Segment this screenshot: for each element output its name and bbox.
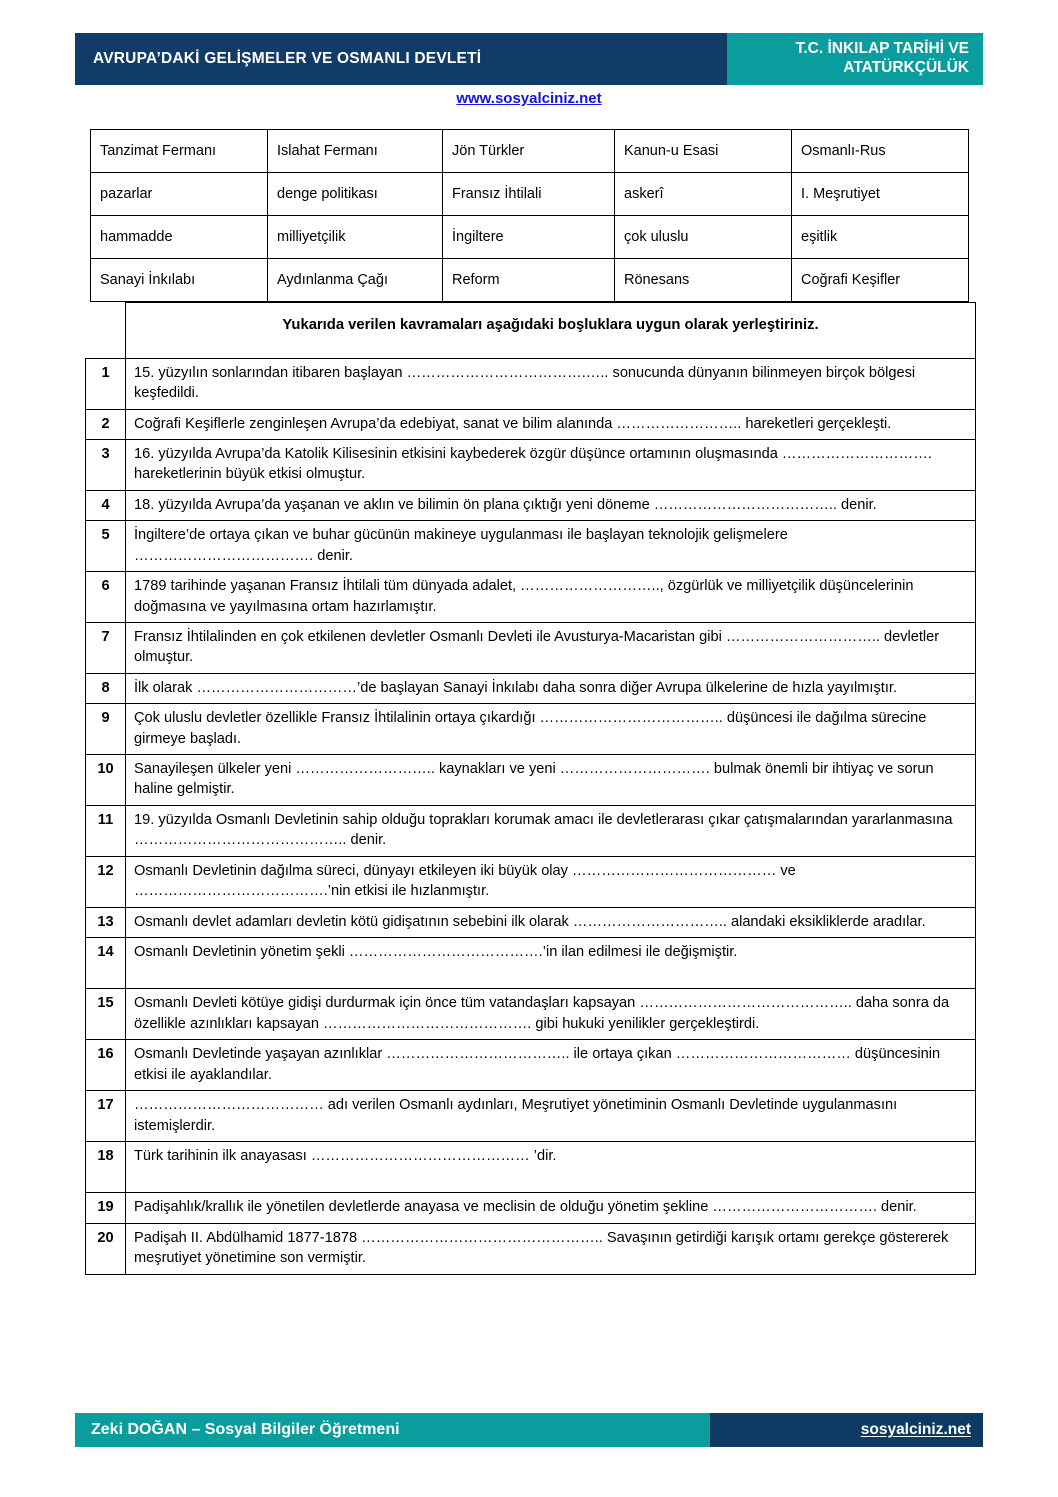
top-website-url[interactable] <box>0 90 1058 108</box>
question-row <box>86 1141 976 1192</box>
question-number: 4 <box>86 490 126 520</box>
question-number: 10 <box>86 755 126 806</box>
question-number: 9 <box>86 704 126 755</box>
word-bank-cell: Islahat Fermanı <box>268 130 443 173</box>
question-row <box>86 521 976 572</box>
question-number: 15 <box>86 989 126 1040</box>
word-bank-cell: hammadde <box>91 216 268 259</box>
question-number: 19 <box>86 1193 126 1223</box>
question-number: 2 <box>86 409 126 439</box>
question-row <box>86 937 976 988</box>
question-number: 8 <box>86 673 126 703</box>
word-bank-cell: I. Meşrutiyet <box>792 173 969 216</box>
question-text: ………………………………… adı verilen Osmanlı aydınları, Meşrutiyet yönetiminin Osmanlı Devletinde uygulanmasını istemişlerdir. <box>126 1091 976 1142</box>
word-bank-cell: Osmanlı-Rus <box>792 130 969 173</box>
question-row <box>86 704 976 755</box>
word-bank-cell: Aydınlanma Çağı <box>268 259 443 302</box>
question-row <box>86 1193 976 1223</box>
question-text: Osmanlı devlet adamları devletin kötü gidişatının sebebini ilk olarak ………………………….. alandaki eksikliklerde aradılar. <box>126 907 976 937</box>
question-row <box>86 1223 976 1274</box>
footer-author: Zeki DOĞAN – Sosyal Bilgiler Öğretmeni <box>91 1421 400 1438</box>
question-row <box>86 1040 976 1091</box>
question-number: 17 <box>86 1091 126 1142</box>
word-bank-cell: İngiltere <box>443 216 615 259</box>
word-bank-cell: pazarlar <box>91 173 268 216</box>
question-text: Fransız İhtilalinden en çok etkilenen devletler Osmanlı Devleti ile Avusturya-Macaristan gibi ………………………….. devletler olmuştur. <box>126 622 976 673</box>
word-bank-cell: Jön Türkler <box>443 130 615 173</box>
question-text: Osmanlı Devletinde yaşayan azınlıklar ……………………………….. ile ortaya çıkan ……………………………… düşüncesinin etkisi ile ayaklandılar. <box>126 1040 976 1091</box>
question-text: Sanayileşen ülkeler yeni ……………………….. kaynakları ve yeni …………………………. bulmak önemli bir ihtiyaç ve sorun haline gelmiştir. <box>126 755 976 806</box>
question-row <box>86 989 976 1040</box>
question-text: İngiltere’de ortaya çıkan ve buhar gücünün makineye uygulanması ile başlayan teknolojik gelişmelere ………………………………. denir. <box>126 521 976 572</box>
question-text: Padişahlık/krallık ile yönetilen devletlerde anayasa ve meclisin de olduğu yönetim şekline ……………………………. denir. <box>126 1193 976 1223</box>
question-row <box>86 439 976 490</box>
question-number: 18 <box>86 1141 126 1192</box>
question-row <box>86 409 976 439</box>
word-bank-cell: Coğrafi Keşifler <box>792 259 969 302</box>
question-text: 1789 tarihinde yaşanan Fransız İhtilali tüm dünyada adalet, ……………………….., özgürlük ve milliyetçilik düşüncelerinin doğmasına ve yayılmasına ortam hazırlamıştır. <box>126 572 976 623</box>
question-text: 16. yüzyılda Avrupa’da Katolik Kilisesinin etkisini kaybederek özgür düşünce ortamının oluşmasında …………………………. hareketlerinin büyük etkisi olmuştur. <box>126 439 976 490</box>
question-number: 13 <box>86 907 126 937</box>
question-row <box>86 358 976 409</box>
question-number: 20 <box>86 1223 126 1274</box>
question-text: Coğrafi Keşiflerle zenginleşen Avrupa’da edebiyat, sanat ve bilim alanında …………………….. hareketleri gerçekleşti. <box>126 409 976 439</box>
subject-title <box>796 40 969 78</box>
word-bank-cell: Reform <box>443 259 615 302</box>
question-text: Osmanlı Devletinin dağılma süreci, dünyayı etkileyen iki büyük olay …………………………………… ve ………………………………….’nin etkisi ile hızlanmıştır. <box>126 856 976 907</box>
word-bank-cell: eşitlik <box>792 216 969 259</box>
word-bank-cell: Fransız İhtilali <box>443 173 615 216</box>
question-row <box>86 856 976 907</box>
question-number: 11 <box>86 805 126 856</box>
question-text: 15. yüzyılın sonlarından itibaren başlayan ……………………………….….. sonucunda dünyanın bilinmeyen birçok bölgesi keşfedildi. <box>126 358 976 409</box>
top-website-url-text[interactable]: www.sosyalciniz.net <box>456 90 602 107</box>
question-text: 19. yüzyılda Osmanlı Devletinin sahip olduğu toprakları korumak amacı ile devletlerarası çıkar çatışmalarından yararlanmasına …………………………………….. denir. <box>126 805 976 856</box>
questions-body <box>86 303 976 1275</box>
question-number: 6 <box>86 572 126 623</box>
instruction-corner-spacer <box>86 303 126 359</box>
word-bank-cell: Kanun-u Esasi <box>615 130 792 173</box>
question-row <box>86 572 976 623</box>
question-number: 7 <box>86 622 126 673</box>
word-bank-cell: Rönesans <box>615 259 792 302</box>
word-bank-cell: Sanayi İnkılabı <box>91 259 268 302</box>
question-number: 3 <box>86 439 126 490</box>
word-bank-row <box>91 259 969 302</box>
question-text: 18. yüzyılda Avrupa’da yaşanan ve aklın ve bilimin ön plana çıktığı yeni döneme ……………………………….. denir. <box>126 490 976 520</box>
word-bank-row <box>91 130 969 173</box>
instruction-text: Yukarıda verilen kavramaları aşağıdaki boşluklara uygun olarak yerleştiriniz. <box>126 303 976 359</box>
subject-line-1: T.C. İNKILAP TARİHİ VE <box>795 40 969 58</box>
subject-line-2: ATATÜRKÇÜLÜK <box>843 59 969 76</box>
question-row <box>86 755 976 806</box>
word-bank-cell: milliyetçilik <box>268 216 443 259</box>
footer-website-url[interactable]: sosyalciniz.net <box>860 1421 971 1438</box>
question-text: Padişah II. Abdülhamid 1877-1878 ………………………………………….. Savaşının getirdiği karışık ortamı gerekçe göstererek meşrutiyet yönetimine son vermiştir. <box>126 1223 976 1274</box>
word-bank-cell: denge politikası <box>268 173 443 216</box>
question-text: Osmanlı Devletinin yönetim şekli ………………………………….’in ilan edilmesi ile değişmiştir. <box>126 937 976 988</box>
question-text: İlk olarak ……………………………’de başlayan Sanayi İnkılabı daha sonra diğer Avrupa ülkelerine de hızla yayılmıştır. <box>126 673 976 703</box>
question-number: 5 <box>86 521 126 572</box>
question-row <box>86 490 976 520</box>
question-text: Osmanlı Devleti kötüye gidişi durdurmak için önce tüm vatandaşları kapsayan …………………………………….. daha sonra da özellikle azınlıkları kapsayan ……………………………………. gibi hukuki yenilikler gerçekleştirdi. <box>126 989 976 1040</box>
header-title-band <box>75 33 727 85</box>
question-number: 12 <box>86 856 126 907</box>
question-row <box>86 805 976 856</box>
question-number: 16 <box>86 1040 126 1091</box>
question-text: Çok uluslu devletler özellikle Fransız İhtilalinin ortaya çıkardığı ……………………………….. düşüncesi ile dağılma sürecine girmeye başladı. <box>126 704 976 755</box>
question-row <box>86 1091 976 1142</box>
word-bank-row <box>91 173 969 216</box>
word-bank-cell: Tanzimat Fermanı <box>91 130 268 173</box>
word-bank-cell: çok uluslu <box>615 216 792 259</box>
question-number: 1 <box>86 358 126 409</box>
page-title: AVRUPA’DAKİ GELİŞMELER VE OSMANLI DEVLETİ <box>93 50 482 68</box>
footer-author-band <box>75 1413 710 1447</box>
question-text: Türk tarihinin ilk anayasası ……………………………………… ’dir. <box>126 1141 976 1192</box>
question-number: 14 <box>86 937 126 988</box>
question-row <box>86 673 976 703</box>
word-bank-row <box>91 216 969 259</box>
instruction-row <box>86 303 976 359</box>
header-subject-band <box>727 33 983 85</box>
questions-table <box>85 302 976 1275</box>
word-bank-body <box>91 130 969 302</box>
word-bank-cell: askerî <box>615 173 792 216</box>
page-header <box>75 33 983 85</box>
question-row <box>86 622 976 673</box>
word-bank-table <box>90 129 969 302</box>
question-row <box>86 907 976 937</box>
page-footer <box>75 1413 983 1447</box>
footer-site-band[interactable] <box>710 1413 983 1447</box>
